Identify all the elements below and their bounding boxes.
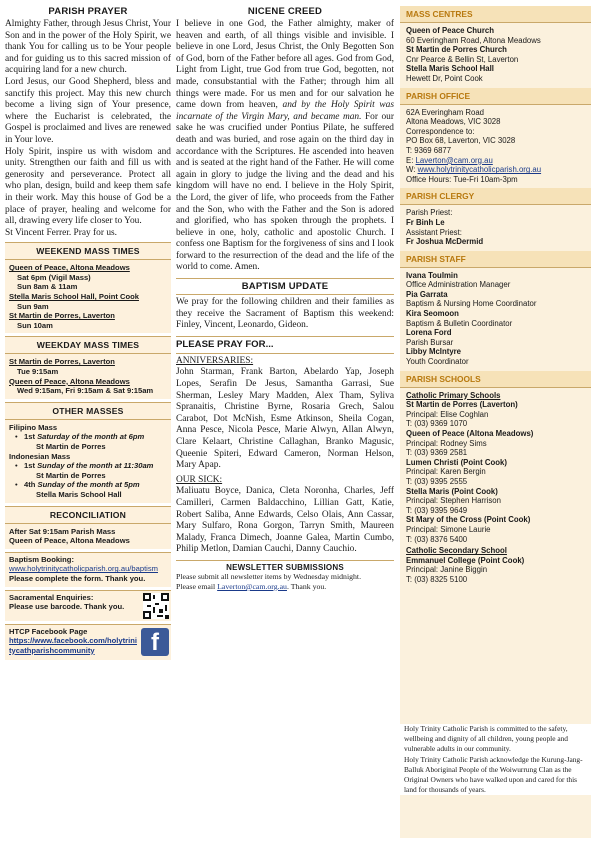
weekend-place: Queen of Peace, Altona Meadows — [9, 263, 130, 273]
centre-name: Queen of Peace Church — [406, 26, 494, 35]
clergy-name: Fr Joshua McDermid — [406, 237, 484, 247]
weekday-place: Queen of Peace, Altona Meadows — [9, 376, 130, 386]
weekend-place: St Martin de Porres, Laverton — [9, 311, 115, 321]
staff-name: Lorena Ford — [406, 328, 452, 338]
school-principal: Principal: Elise Coghlan — [406, 409, 489, 419]
office-website-link[interactable]: www.holytrinitycatholicparish.org.au — [417, 165, 542, 175]
other-masses-box — [5, 402, 171, 503]
primary-schools-label: Catholic Primary Schools — [406, 390, 501, 400]
school-name: Emmanuel College (Point Cook) — [406, 555, 525, 565]
left-column — [5, 6, 171, 660]
school-principal: Principal: Simone Laurie — [406, 524, 491, 534]
staff-name: Pia Garrata — [406, 289, 448, 299]
school-name: St Martin de Porres (Laverton) — [406, 400, 518, 410]
school-principal: Principal: Karen Bergin — [406, 467, 486, 477]
office-address-line: Correspondence to: — [406, 126, 475, 136]
clergy-name: Fr Binh Le — [406, 217, 445, 227]
creed-text: I believe in one God, the Father almighty, maker of heaven and earth, of all things visible and invisible. I believe in one Lord, Jesus Christ, the Only Begotten Son of God, born of the Father before all ages. God from God, Light from Light, true God from true God, begotten, not made, consubstantial with the Father; through him all things were made. For us men and for our salvation he came down from heaven, and by the Holy Spirit was incarnate of the Virgin Mary, and became man. For our sake he was crucified under Pontius Pilate, he suffered death and was buried, and rose again on the third day in accordance with the Scriptures. He ascended into heaven and is seated at the right hand of the Father. He will come again in glory to judge the living and the dead and his kingdom will have no end. I believe in the Holy Spirit, the Lord, the giver of life, who proceeds from the Father and the Son, who with the Father and the Son is adored and glorified, who has spoken through the prophets. I believe in one, holy, catholic and apostolic Church. I confess one Baptism for the forgiveness of sins and I look forward to the resurrection of the dead and the life of the world to come. Amen. — [176, 19, 394, 273]
sick-list: Maliuatu Boyce, Danica, Cleta Noronha, Charles, Jeff Camilleri, Carmen Baldacchino, Lillian Gatt, Katie, Robert Saliba, Anne Edwards, Celso Olais, Ann Cassar, Mary Sulfaro, Rona Gorgon, Tarryn Smith, Maureen Malady, Franca Dimech, Joanne Galea, Martin Cumbo, Philip Metlon, Damian Cauchi, Danny Cauchio. — [176, 486, 394, 555]
other-masses-list — [9, 423, 167, 500]
baptism-update-title: BAPTISM UPDATE — [241, 281, 329, 293]
centre-address: 60 Everingham Road, Altona Meadows — [406, 35, 541, 45]
school-phone: T: (03) 9369 2581 — [406, 448, 468, 458]
staff-role: Baptism & Nursing Home Coordinator — [406, 299, 537, 309]
school-name: Queen of Peace (Altona Meadows) — [406, 429, 534, 438]
reconciliation-title: RECONCILIATION — [5, 509, 171, 524]
school-phone: T: (03) 8325 5100 — [406, 574, 468, 584]
weekend-mass-list — [9, 263, 167, 330]
school-phone: T: (03) 9369 1070 — [406, 419, 468, 429]
qr-code-icon[interactable] — [143, 593, 169, 619]
staff-role: Parish Bursar — [406, 337, 454, 347]
filipino-mass-label: Filipino Mass — [9, 422, 58, 432]
parish-schools-title: PARISH SCHOOLS — [400, 371, 591, 388]
acknowledgement-of-country: Holy Trinity Catholic Parish acknowledge the Kurung-Jang-Balluk Aboriginal People of the Woiwurrung Clan as the Original Owners who have walked upon and cared for this land for thousands of years. — [404, 755, 583, 794]
weekend-mass-box — [5, 242, 171, 333]
office-phone: T: 9369 6877 — [406, 145, 452, 155]
school-phone: T: (03) 8376 5400 — [406, 534, 468, 544]
baptism-booking-box — [5, 552, 171, 587]
weekday-time: Wed 9:15am, Fri 9:15am & Sat 9:15am — [17, 386, 154, 396]
centre-address: Hewett Dr, Point Cook — [406, 73, 483, 83]
baptism-booking-note: Please complete the form. Thank you. — [9, 573, 146, 583]
newsletter-title: NEWSLETTER SUBMISSIONS — [226, 562, 344, 572]
weekend-place: Stella Maris School Hall, Point Cook — [9, 292, 139, 302]
weekend-mass-title: WEEKEND MASS TIMES — [5, 245, 171, 260]
baptism-booking-label: Baptism Booking: — [9, 554, 74, 564]
prayer-paragraph: Almighty Father, through Jesus Christ, Your Son and in the power of the Holy Spirit, we thank You for calling us to be Your people and for guiding us to this sacred mission of acquiring land for a new church. — [5, 19, 171, 76]
baptism-update-text: We pray for the following children and their families as they receive the Sacrament of Baptism this weekend: Finley, Vincent, Leonardo, Gideon. — [176, 297, 394, 331]
weekday-mass-list — [9, 357, 167, 395]
sacramental-note: Please use barcode. Thank you. — [9, 602, 125, 612]
parish-staff-title: PARISH STAFF — [400, 251, 591, 268]
reconciliation-info: After Sat 9:15am Parish Mass Queen of Peace, Altona Meadows — [9, 526, 130, 546]
weekend-time: Sun 8am & 11am — [17, 282, 78, 292]
weekend-time: Sun 10am — [17, 320, 53, 330]
other-masses-title: OTHER MASSES — [5, 405, 171, 420]
weekday-mass-title: WEEKDAY MASS TIMES — [5, 339, 171, 354]
school-name: Lumen Christi (Point Cook) — [406, 457, 507, 467]
school-principal: Principal: Janine Biggin — [406, 565, 488, 575]
reconciliation-box — [5, 506, 171, 549]
office-address-line: Altona Meadows, VIC 3028 — [406, 117, 501, 127]
staff-role: Youth Coordinator — [406, 357, 469, 367]
weekend-time: Sat 6pm (Vigil Mass) — [17, 272, 91, 282]
weekday-time: Tue 9:15am — [17, 367, 59, 377]
indonesian-mass-item: • 1st Sunday of the month at 11:30am St Martin de Porres — [15, 461, 167, 480]
prayer-paragraph: Lord Jesus, our Good Shepherd, bless and sanctify this project. May this new church become a living sign of Your presence, where the Eucharist is celebrated, the Gospel is proclaimed and lives are renewed in Your love. — [5, 76, 171, 145]
weekend-time: Sun 9am — [17, 301, 49, 311]
safeguarding-footer — [400, 724, 591, 795]
staff-role: Office Administration Manager — [406, 280, 511, 290]
school-principal: Principal: Rodney Sims — [406, 438, 487, 448]
centre-name: St Martin de Porres Church — [406, 45, 507, 55]
mass-centres-title: MASS CENTRES — [400, 6, 591, 23]
prayer-paragraph: St Vincent Ferrer. Pray for us. — [5, 227, 118, 238]
facebook-link[interactable]: https://www.facebook.com/holytrinitycathparishcommunity — [9, 636, 137, 655]
baptism-booking-link[interactable]: www.holytrinitycatholicparish.org.au/baptism — [9, 564, 158, 574]
right-column — [400, 6, 591, 838]
filipino-mass-item: • 1st Saturday of the month at 6pm St Martin de Porres — [15, 432, 167, 451]
facebook-box — [5, 624, 171, 660]
sacramental-label: Sacramental Enquiries: — [9, 592, 94, 602]
school-name: St Mary of the Cross (Point Cook) — [406, 515, 531, 525]
school-phone: T: (03) 9395 9649 — [406, 505, 468, 515]
parish-clergy-list — [400, 205, 591, 250]
parish-clergy-title: PARISH CLERGY — [400, 188, 591, 205]
parish-office-title: PARISH OFFICE — [400, 88, 591, 105]
anniversaries-label: ANNIVERSARIES: — [176, 355, 254, 366]
parish-staff-list — [400, 268, 591, 371]
indonesian-mass-item: • 4th Sunday of the month at 5pm Stella Maris School Hall — [15, 480, 167, 499]
sick-label: OUR SICK: — [176, 474, 223, 485]
clergy-role: Parish Priest: — [406, 208, 453, 218]
weekday-mass-box — [5, 336, 171, 398]
office-hours: Office Hours: Tue-Fri 10am-3pm — [406, 174, 518, 184]
anniversaries-list: John Starman, Frank Barton, Abelardo Yap, Joseph Lopes, Serafin De Jesus, Samantha Garrasi, Sue Sherman, Lesley Mary Madden, Alex Tham, Syliva Spranaitis, Christine Byrne, Rosaria Grech, Salou Carabot, Dot McNish, Esme Atkinson, Sheila Cogan, Anna Pesce, Nicola Pesce, Marie Alwyn, Allan Alwyn, Clare Kelaart, Christine Callaghan, Branko Magusic, Queenie Spiteri, Edward Cameron, Norman Helson, Mary Apap. — [176, 367, 394, 471]
staff-name: Ivana Toulmin — [406, 270, 458, 280]
indonesian-mass-label: Indonesian Mass — [9, 451, 71, 461]
office-email-link[interactable]: Laverton@cam.org.au — [415, 155, 493, 165]
creed-title: NICENE CREED — [247, 6, 323, 17]
school-name: Stella Maris (Point Cook) — [406, 486, 498, 496]
centre-name: Stella Maris School Hall — [406, 64, 494, 74]
staff-name: Kira Seomoon — [406, 309, 459, 319]
facebook-icon[interactable]: f — [141, 628, 169, 656]
prayer-body — [5, 19, 171, 239]
newsletter-email-link[interactable]: Laverton@cam.org.au — [217, 581, 287, 591]
secondary-school-label: Catholic Secondary School — [406, 546, 507, 556]
prayer-paragraph: Holy Spirit, inspire us with wisdom and unity. Strengthen our faith and fill us with generosity and perseverance. Protect all who plan, design, build and keep them safe in their work. May this house of God be a place of prayer, healing and welcome for all, drawing every life closer to You. — [5, 146, 171, 227]
child-safety-statement: Holy Trinity Catholic Parish is committed to the safety, wellbeing and dignity of all children, young people and vulnerable adults in our community. — [404, 724, 568, 753]
sacramental-box — [5, 590, 171, 621]
school-phone: T: (03) 9395 2555 — [406, 476, 468, 486]
parish-office-info: 62A Everingham Road Altona Meadows, VIC 3028 Correspondence to: PO Box 68, Laverton, VIC 3028 T: 9369 6877 E: Laverton@cam.org.au W: www.holytrinitycatholicparish.org.au Office Hours: Tue-Fri 10am-3pm — [400, 105, 591, 189]
weekday-place: St Martin de Porres, Laverton — [9, 357, 115, 367]
prayer-title: PARISH PRAYER — [48, 6, 128, 17]
centre-address: Cnr Pearce & Bellin St, Laverton — [406, 54, 519, 64]
pray-for-title: PLEASE PRAY FOR... — [176, 338, 274, 350]
office-address-line: 62A Everingham Road — [406, 107, 485, 117]
staff-name: Libby McIntyre — [406, 347, 462, 357]
facebook-label: HTCP Facebook Page — [9, 626, 88, 636]
mass-centres-list — [400, 23, 591, 88]
middle-column — [176, 6, 394, 592]
newsletter-info: Please submit all newsletter items by Wednesday midnight. Please email Laverton@cam.org.au. Thank you. — [176, 571, 362, 591]
staff-role: Baptism & Bulletin Coordinator — [406, 318, 513, 328]
parish-schools-list — [400, 388, 591, 589]
office-address-line: PO Box 68, Laverton, VIC 3028 — [406, 136, 516, 146]
school-principal: Principal: Stephen Harrison — [406, 496, 501, 506]
clergy-role: Assistant Priest: — [406, 227, 462, 237]
